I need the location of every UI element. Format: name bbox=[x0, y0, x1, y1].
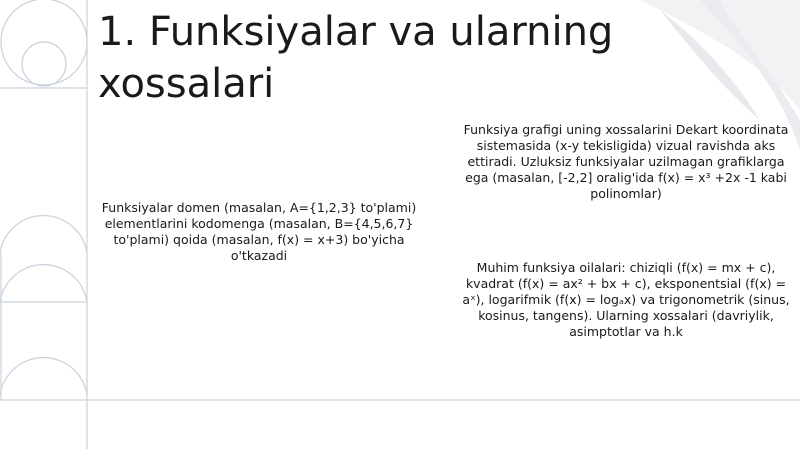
paragraph-function-definition: Funksiyalar domen (masalan, A={1,2,3} to'plami) elementlarini kodomenga (masalan, B={4,5,6,7} to'plami) qoida (masalan, f(x) = x+3) bo'yicha o'tkazadi bbox=[101, 200, 417, 263]
paragraph-function-graph: Funksiya grafigi uning xossalarini Dekart koordinata sistemasida (x-y tekisligida) vizual ravishda aks ettiradi. Uzluksiz funksiyalar uzilmagan grafiklarga ega (masalan, [-2,2] oralig'ida f(x) = x³ +2x -1 kabi polinomlar) bbox=[463, 122, 789, 201]
upper-arch bbox=[0, 216, 87, 253]
lower-arch bbox=[0, 265, 87, 302]
lower-curve bbox=[0, 358, 87, 395]
paragraph-function-families: Muhim funksiya oilalari: chiziqli (f(x) = mx + c), kvadrat (f(x) = ax² + bx + c), eksponentsial (f(x) = aˣ), logarifmik (f(x) = logₐx) va trigonometrik (sinus, kosinus, tangens). Ularning xossalari (davriylik, asimptotlar va h.k bbox=[462, 260, 790, 339]
slide-title bbox=[98, 6, 718, 110]
inner-circle bbox=[22, 42, 66, 86]
slide-title-line-1: 1. Funksiyalar va ularning bbox=[98, 9, 614, 55]
slide-title-line-2: xossalari bbox=[98, 61, 275, 107]
